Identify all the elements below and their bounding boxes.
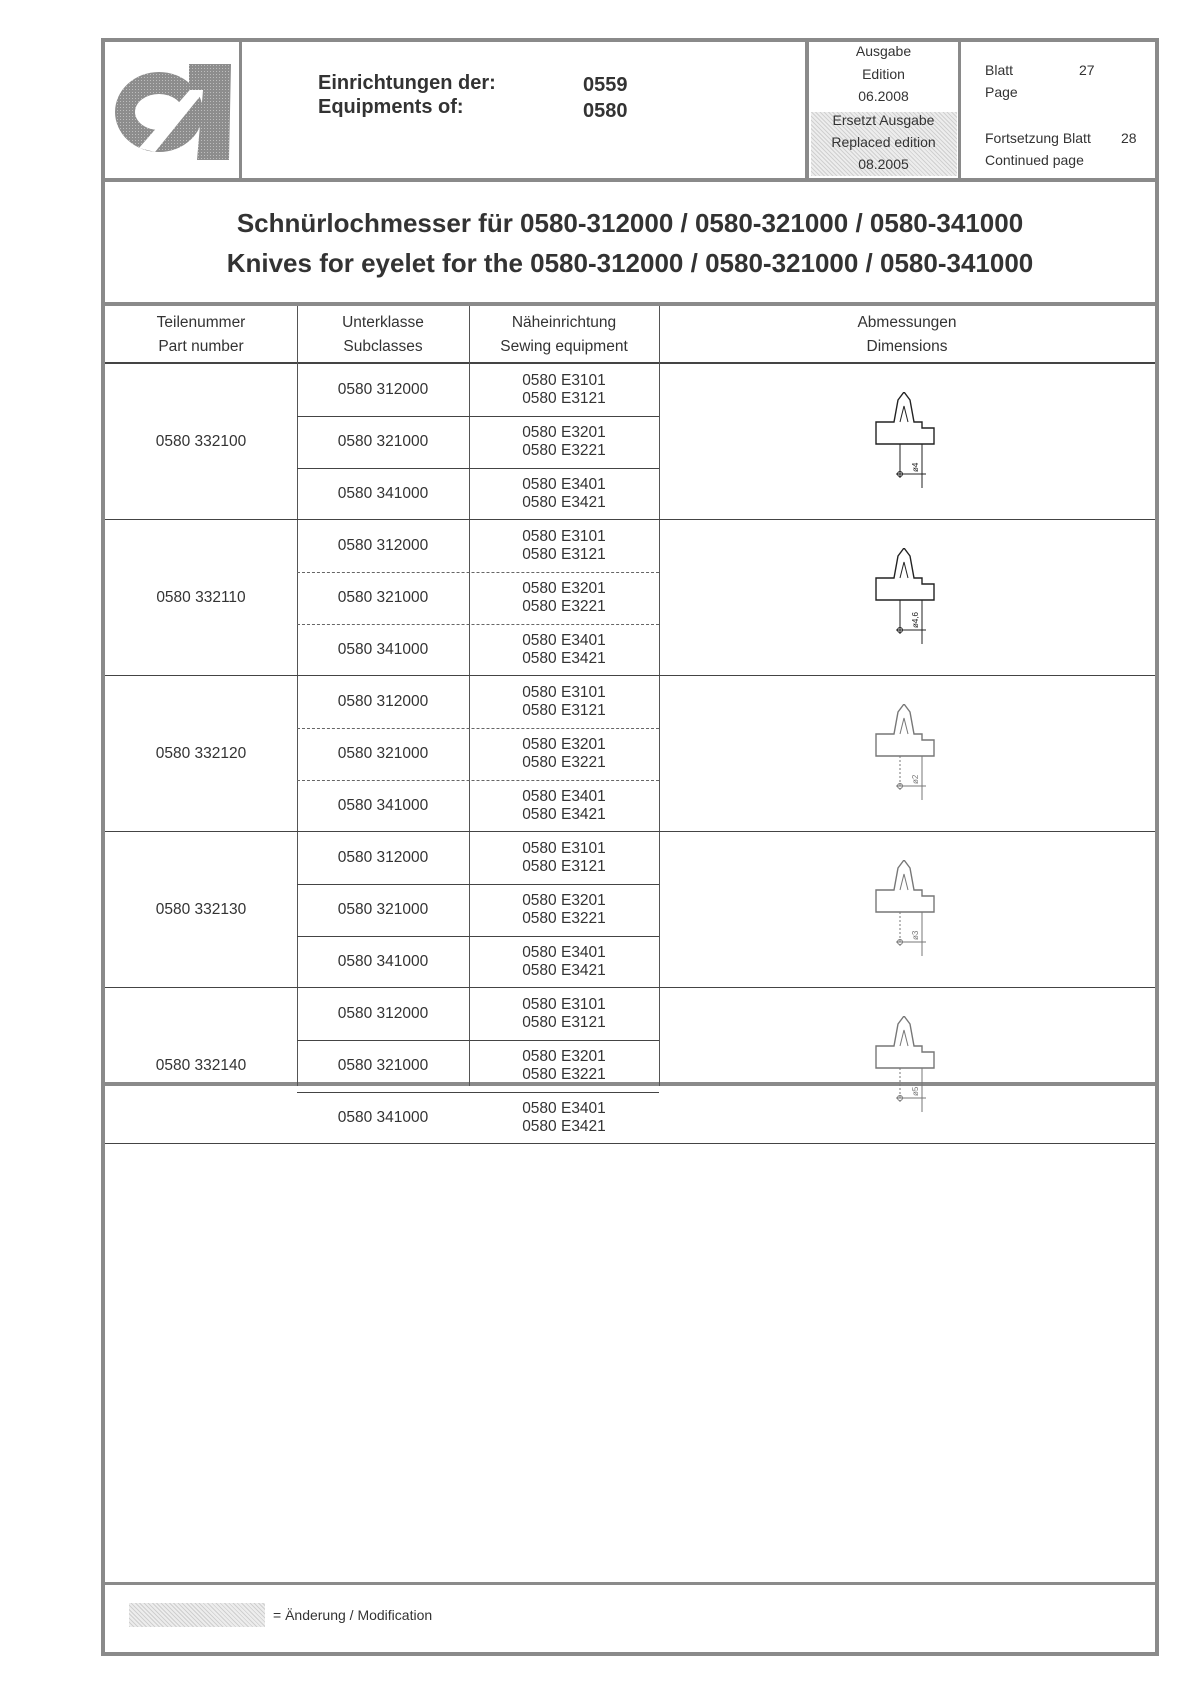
sewing-equipment-cell — [469, 676, 659, 728]
sewing-equipment-cell — [469, 416, 659, 468]
page-number: 27 — [1079, 62, 1095, 78]
sewing-equipment-1: 0580 E3201 — [522, 424, 606, 441]
sewing-equipment-2: 0580 E3221 — [522, 598, 606, 615]
subclass-cell: 0580 341000 — [337, 641, 429, 658]
page-cell — [961, 42, 1155, 178]
sewing-equipment-cell — [469, 624, 659, 676]
header-sub-de: Unterklasse — [342, 314, 424, 331]
sewing-equipment-1: 0580 E3101 — [522, 840, 606, 857]
sewing-equipment-2: 0580 E3221 — [522, 754, 606, 771]
group-divider — [105, 1143, 1155, 1144]
subclass-cell: 0580 312000 — [337, 849, 429, 866]
header-part-number — [105, 306, 297, 362]
edition-label-de: Ausgabe — [855, 43, 912, 59]
row-divider — [297, 884, 659, 885]
sewing-equipment-cell — [469, 832, 659, 884]
table-row — [297, 676, 659, 728]
knife-profile-drawing — [870, 392, 940, 492]
sewing-equipment-cell — [469, 364, 659, 416]
subclass-cell: 0580 321000 — [337, 745, 429, 762]
table-row-group — [105, 832, 1155, 988]
table-row — [297, 416, 659, 468]
subclass-cell: 0580 341000 — [337, 485, 429, 502]
page-frame — [101, 38, 1159, 1656]
subclass-cell: 0580 321000 — [337, 433, 429, 450]
header-dim-en: Dimensions — [866, 338, 948, 355]
dimension-label: ø4,6 — [911, 611, 920, 628]
table-row — [297, 1092, 659, 1144]
sewing-equipment-1: 0580 E3401 — [522, 944, 606, 961]
row-divider — [297, 572, 659, 573]
sewing-equipment-cell — [469, 1040, 659, 1092]
dimension-drawing-cell — [660, 676, 1155, 832]
table-row — [297, 364, 659, 416]
table-row — [297, 780, 659, 832]
sewing-equipment-1: 0580 E3401 — [522, 788, 606, 805]
equipments-cell — [242, 42, 805, 178]
subclass-cell: 0580 341000 — [337, 797, 429, 814]
table-row — [297, 988, 659, 1040]
subclass-cell: 0580 341000 — [337, 953, 429, 970]
logo-cell — [105, 42, 242, 178]
knife-profile-drawing — [870, 704, 940, 804]
subclass-cell: 0580 312000 — [337, 537, 429, 554]
table-row-group — [105, 364, 1155, 520]
modification-legend-text: = Änderung / Modification — [273, 1607, 433, 1623]
continued-label-de: Fortsetzung Blatt — [985, 130, 1091, 146]
part-number-cell: 0580 332100 — [155, 433, 247, 450]
modification-legend-swatch — [129, 1603, 265, 1627]
row-divider — [297, 936, 659, 937]
page-title-de: Schnürlochmesser für 0580-312000 / 0580-321000 / 0580-341000 — [236, 208, 1024, 238]
header-part-de: Teilenummer — [156, 314, 246, 331]
dimension-drawing-cell — [660, 364, 1155, 520]
sewing-equipment-1: 0580 E3201 — [522, 580, 606, 597]
sewing-equipment-2: 0580 E3421 — [522, 650, 606, 667]
sewing-equipment-1: 0580 E3401 — [522, 476, 606, 493]
sewing-equipment-2: 0580 E3421 — [522, 806, 606, 823]
table-row — [297, 624, 659, 676]
part-number-cell: 0580 332120 — [155, 745, 247, 762]
subclass-cell: 0580 312000 — [337, 381, 429, 398]
footer — [105, 1582, 1155, 1652]
table-row — [297, 728, 659, 780]
edition-date: 06.2008 — [858, 88, 909, 104]
table-row-group — [105, 676, 1155, 832]
dimension-label: ø5 — [911, 1086, 920, 1096]
continued-label-en: Continued page — [985, 152, 1084, 168]
header-row — [105, 42, 1155, 182]
row-divider — [297, 468, 659, 469]
subclass-cell: 0580 321000 — [337, 901, 429, 918]
sewing-equipment-1: 0580 E3201 — [522, 892, 606, 909]
sewing-equipment-2: 0580 E3421 — [522, 1118, 606, 1135]
sewing-equipment-2: 0580 E3121 — [522, 390, 606, 407]
knife-profile-drawing — [870, 548, 940, 648]
title-row — [105, 182, 1155, 306]
part-number-cell: 0580 332110 — [156, 589, 246, 606]
row-divider — [297, 1092, 659, 1093]
header-sewing-equipment — [469, 306, 659, 362]
subclass-cell: 0580 312000 — [337, 693, 429, 710]
header-dim-de: Abmessungen — [857, 314, 957, 331]
subclass-cell: 0580 341000 — [337, 1109, 429, 1126]
dimension-label: ø3 — [911, 930, 920, 940]
sewing-equipment-1: 0580 E3101 — [522, 528, 606, 545]
company-logo-icon — [111, 56, 233, 164]
edition-label-en: Edition — [862, 66, 905, 82]
header-sew-de: Näheinrichtung — [511, 314, 617, 331]
sewing-equipment-1: 0580 E3201 — [522, 1048, 606, 1065]
sewing-equipment-2: 0580 E3221 — [522, 910, 606, 927]
continued-number: 28 — [1121, 130, 1137, 146]
row-divider — [297, 416, 659, 417]
sewing-equipment-2: 0580 E3221 — [522, 1066, 606, 1083]
sewing-equipment-1: 0580 E3101 — [522, 684, 606, 701]
table-row — [297, 572, 659, 624]
knife-profile-drawing — [870, 1016, 940, 1116]
sewing-equipment-2: 0580 E3121 — [522, 1014, 606, 1031]
page-label-de: Blatt — [985, 62, 1014, 78]
dimension-label: ø2 — [911, 774, 920, 784]
sewing-equipment-1: 0580 E3401 — [522, 632, 606, 649]
sewing-equipment-cell — [469, 884, 659, 936]
table-row — [297, 468, 659, 520]
subclass-cell: 0580 312000 — [337, 1005, 429, 1022]
knife-profile-drawing — [870, 860, 940, 960]
dimension-label: ø4 — [911, 462, 920, 472]
sewing-equipment-2: 0580 E3121 — [522, 702, 606, 719]
sewing-equipment-2: 0580 E3121 — [522, 546, 606, 563]
header-part-en: Part number — [158, 338, 244, 355]
row-divider — [297, 728, 659, 729]
replaced-date: 08.2005 — [858, 156, 909, 172]
sewing-equipment-cell — [469, 520, 659, 572]
header-dimensions — [659, 306, 1155, 362]
table-row-group — [105, 988, 1155, 1144]
class-number-1: 0559 — [583, 74, 628, 96]
class-number-2: 0580 — [583, 100, 628, 122]
row-divider — [297, 624, 659, 625]
header-sub-en: Subclasses — [343, 338, 423, 355]
row-divider — [297, 780, 659, 781]
sewing-equipment-2: 0580 E3421 — [522, 962, 606, 979]
dimension-drawing-cell — [660, 988, 1155, 1144]
dimension-drawing-cell — [660, 832, 1155, 988]
table-row — [297, 1040, 659, 1092]
sewing-equipment-1: 0580 E3201 — [522, 736, 606, 753]
equipments-label-de: Einrichtungen der: — [318, 72, 496, 94]
table-row — [297, 832, 659, 884]
sewing-equipment-2: 0580 E3421 — [522, 494, 606, 511]
sewing-equipment-1: 0580 E3401 — [522, 1100, 606, 1117]
replaced-label-en: Replaced edition — [831, 134, 936, 150]
table-header — [105, 306, 1155, 364]
subclass-cell: 0580 321000 — [337, 1057, 429, 1074]
sewing-equipment-cell — [469, 936, 659, 988]
replaced-label-de: Ersetzt Ausgabe — [832, 112, 935, 128]
part-number-cell: 0580 332130 — [155, 901, 247, 918]
sewing-equipment-1: 0580 E3101 — [522, 372, 606, 389]
part-number-cell: 0580 332140 — [155, 1057, 247, 1074]
header-sew-en: Sewing equipment — [500, 338, 628, 355]
sewing-equipment-2: 0580 E3121 — [522, 858, 606, 875]
table-row — [297, 520, 659, 572]
sewing-equipment-2: 0580 E3221 — [522, 442, 606, 459]
edition-cell — [805, 42, 961, 178]
sewing-equipment-cell — [469, 468, 659, 520]
page-title-en: Knives for eyelet for the 0580-312000 / 0580-321000 / 0580-341000 — [226, 248, 1034, 278]
sewing-equipment-cell — [469, 988, 659, 1040]
table-row — [297, 884, 659, 936]
sewing-equipment-cell — [469, 780, 659, 832]
sewing-equipment-cell — [469, 572, 659, 624]
sewing-equipment-cell — [469, 1092, 659, 1144]
table-row-group — [105, 520, 1155, 676]
header-subclasses — [297, 306, 469, 362]
equipments-label-en: Equipments of: — [318, 96, 464, 118]
page-label-en: Page — [985, 84, 1018, 100]
dimension-drawing-cell — [660, 520, 1155, 676]
table-row — [297, 936, 659, 988]
row-divider — [297, 1040, 659, 1041]
subclass-cell: 0580 321000 — [337, 589, 429, 606]
parts-table — [105, 306, 1155, 1135]
sewing-equipment-cell — [469, 728, 659, 780]
sewing-equipment-1: 0580 E3101 — [522, 996, 606, 1013]
